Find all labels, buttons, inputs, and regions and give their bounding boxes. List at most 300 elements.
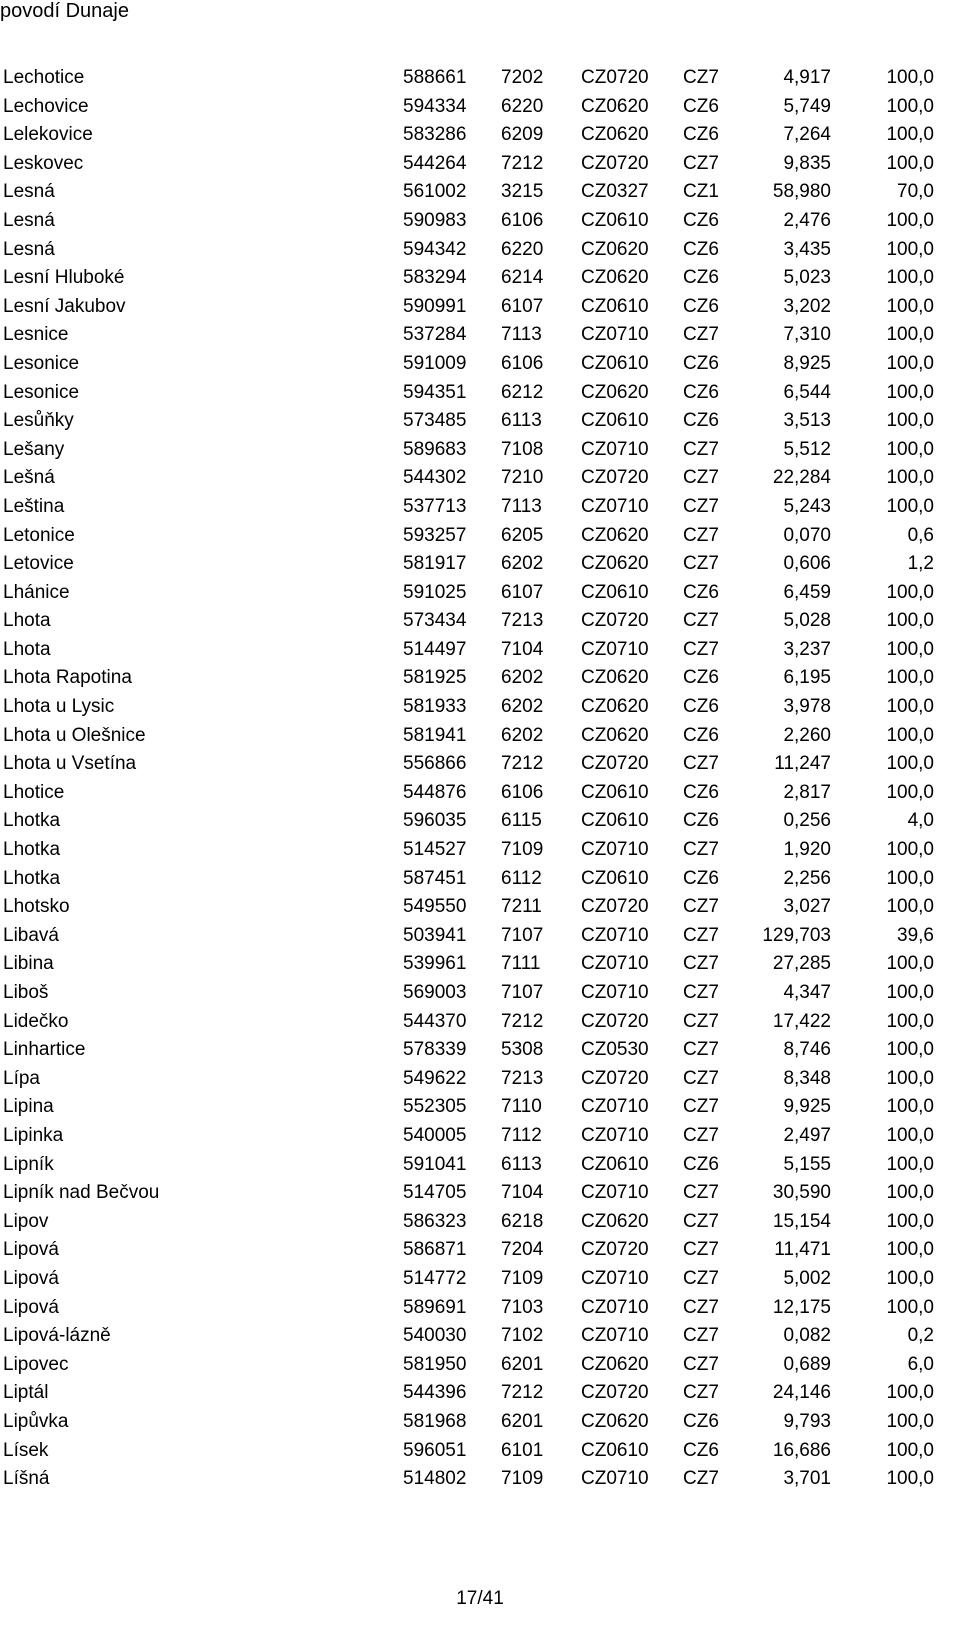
percent-value-cell: 100,0: [886, 610, 934, 632]
area-value-cell: 4,347: [783, 982, 831, 1003]
area-code-cell: CZ7: [683, 1296, 719, 1318]
area-value-cell: 2,256: [783, 867, 831, 889]
area-code-cell: CZ7: [683, 1382, 719, 1404]
table-row: [0, 922, 934, 951]
area-code-cell: CZ7: [683, 1039, 719, 1061]
region-code-cell: CZ0620: [581, 1353, 649, 1375]
district-code-cell: 7110: [501, 1096, 542, 1118]
area-code-cell: CZ7: [683, 1182, 719, 1204]
municipality-code-cell: 544264: [403, 152, 467, 174]
district-code-cell: 7103: [501, 1296, 544, 1318]
percent-value-cell: 100,0: [886, 1153, 934, 1175]
district-code-cell: 7210: [501, 467, 544, 489]
percent-value-cell: 100,0: [886, 1067, 934, 1089]
table-row: [0, 321, 934, 350]
area-value-cell: 3,237: [783, 638, 831, 660]
region-code-cell: CZ0710: [581, 982, 649, 1003]
table-row: [0, 64, 934, 93]
municipality-name-cell: Lipová: [3, 1296, 59, 1318]
area-code-cell: CZ6: [683, 238, 719, 260]
region-code-cell: CZ0710: [581, 1096, 649, 1118]
municipality-table: [0, 64, 934, 1494]
area-value-cell: 0,256: [783, 810, 831, 832]
table-row: [0, 636, 934, 665]
district-code-cell: 6214: [501, 267, 544, 289]
table-row: [0, 207, 934, 236]
area-code-cell: CZ7: [683, 638, 719, 660]
municipality-name-cell: Leskovec: [3, 152, 84, 174]
area-value-cell: 24,146: [772, 1382, 831, 1404]
area-code-cell: CZ6: [683, 381, 719, 403]
municipality-name-cell: Lipová: [3, 1267, 59, 1289]
district-code-cell: 7112: [501, 1124, 542, 1146]
area-code-cell: CZ7: [683, 982, 719, 1003]
percent-value-cell: 100,0: [886, 896, 934, 918]
percent-value-cell: 100,0: [886, 267, 934, 289]
area-code-cell: CZ7: [683, 1210, 719, 1232]
area-value-cell: 3,513: [783, 410, 831, 432]
area-code-cell: CZ6: [683, 810, 719, 832]
area-value-cell: 30,590: [772, 1182, 831, 1204]
municipality-name-cell: Lidečko: [3, 1010, 69, 1032]
table-row: [0, 750, 934, 779]
area-value-cell: 6,459: [783, 581, 831, 603]
area-code-cell: CZ7: [683, 839, 719, 861]
area-value-cell: 3,202: [783, 295, 831, 317]
area-value-cell: 6,544: [783, 381, 831, 403]
region-code-cell: CZ0710: [581, 324, 649, 346]
percent-value-cell: 100,0: [886, 1239, 934, 1261]
region-code-cell: CZ0327: [581, 181, 649, 203]
municipality-code-cell: 583294: [403, 267, 467, 289]
district-code-cell: 6209: [501, 124, 544, 146]
area-value-cell: 3,978: [783, 696, 831, 718]
municipality-name-cell: Líšná: [3, 1468, 50, 1490]
district-code-cell: 6202: [501, 553, 544, 575]
area-value-cell: 11,247: [774, 753, 831, 775]
municipality-name-cell: Lhota u Lysic: [3, 696, 115, 718]
municipality-name-cell: Lhotka: [3, 839, 61, 861]
municipality-name-cell: Lipová: [3, 1239, 59, 1261]
municipality-code-cell: 581933: [403, 696, 467, 718]
percent-value-cell: 100,0: [886, 124, 934, 146]
page-header: povodí Dunaje: [0, 0, 129, 22]
area-code-cell: CZ7: [683, 953, 719, 975]
area-value-cell: 5,023: [783, 267, 831, 289]
area-code-cell: CZ7: [683, 1124, 719, 1146]
municipality-code-cell: 581917: [403, 553, 467, 575]
area-value-cell: 17,422: [772, 1010, 831, 1032]
area-code-cell: CZ6: [683, 410, 719, 432]
district-code-cell: 7213: [501, 1067, 544, 1089]
area-value-cell: 129,703: [762, 924, 831, 946]
region-code-cell: CZ0710: [581, 1296, 649, 1318]
percent-value-cell: 100,0: [886, 1382, 934, 1404]
area-code-cell: CZ6: [683, 95, 719, 117]
area-value-cell: 8,746: [783, 1039, 831, 1061]
municipality-code-cell: 537284: [403, 324, 467, 346]
percent-value-cell: 100,0: [886, 753, 934, 775]
municipality-code-cell: 578339: [403, 1039, 467, 1061]
page-number: 17/41: [456, 1588, 504, 1609]
table-row: [0, 1151, 934, 1180]
table-row: [0, 664, 934, 693]
municipality-name-cell: Lechovice: [3, 95, 89, 117]
area-code-cell: CZ7: [683, 1239, 719, 1261]
area-code-cell: CZ7: [683, 152, 719, 174]
area-code-cell: CZ7: [683, 553, 719, 575]
percent-value-cell: 100,0: [886, 696, 934, 718]
area-value-cell: 15,154: [772, 1210, 831, 1232]
region-code-cell: CZ0620: [581, 238, 649, 260]
percent-value-cell: 100,0: [886, 638, 934, 660]
percent-value-cell: 100,0: [886, 982, 934, 1003]
region-code-cell: CZ0620: [581, 1210, 649, 1232]
district-code-cell: 6212: [501, 381, 544, 403]
area-value-cell: 2,476: [783, 209, 831, 231]
area-value-cell: 7,310: [783, 324, 831, 346]
municipality-code-cell: 544370: [403, 1010, 467, 1032]
municipality-code-cell: 514527: [403, 839, 467, 861]
district-code-cell: 7109: [501, 1267, 544, 1289]
municipality-code-cell: 589691: [403, 1296, 467, 1318]
percent-value-cell: 0,6: [907, 524, 934, 546]
area-code-cell: CZ6: [683, 1153, 719, 1175]
area-value-cell: 9,835: [783, 152, 831, 174]
area-code-cell: CZ7: [683, 1067, 719, 1089]
area-code-cell: CZ7: [683, 1010, 719, 1032]
area-code-cell: CZ7: [683, 438, 719, 460]
district-code-cell: 7102: [501, 1325, 544, 1347]
table-row: [0, 264, 934, 293]
area-value-cell: 0,070: [783, 524, 831, 546]
district-code-cell: 6218: [501, 1210, 544, 1232]
area-code-cell: CZ6: [683, 352, 719, 374]
area-value-cell: 5,512: [783, 438, 831, 460]
area-code-cell: CZ7: [683, 467, 719, 489]
area-value-cell: 5,749: [783, 95, 831, 117]
region-code-cell: CZ0720: [581, 1010, 649, 1032]
municipality-code-cell: 581941: [403, 724, 467, 746]
percent-value-cell: 39,6: [897, 924, 934, 946]
table-row: [0, 236, 934, 265]
table-row: [0, 178, 934, 207]
municipality-code-cell: 544302: [403, 467, 467, 489]
municipality-code-cell: 539961: [403, 953, 467, 975]
region-code-cell: CZ0530: [581, 1039, 649, 1061]
municipality-code-cell: 556866: [403, 753, 467, 775]
region-code-cell: CZ0620: [581, 1410, 649, 1432]
municipality-name-cell: Lípa: [3, 1067, 40, 1089]
region-code-cell: CZ0710: [581, 839, 649, 861]
district-code-cell: 6205: [501, 524, 544, 546]
percent-value-cell: 100,0: [886, 1182, 934, 1204]
municipality-name-cell: Letovice: [3, 553, 74, 575]
percent-value-cell: 100,0: [886, 867, 934, 889]
table-row: [0, 121, 934, 150]
district-code-cell: 7111: [501, 953, 541, 975]
district-code-cell: 6201: [501, 1410, 544, 1432]
area-code-cell: CZ6: [683, 867, 719, 889]
municipality-code-cell: 540030: [403, 1325, 467, 1347]
area-value-cell: 5,028: [783, 610, 831, 632]
district-code-cell: 7213: [501, 610, 544, 632]
table-row: [0, 1265, 934, 1294]
area-code-cell: CZ7: [683, 67, 719, 88]
area-code-cell: CZ7: [683, 610, 719, 632]
table-row: [0, 1093, 934, 1122]
municipality-code-cell: 594334: [403, 95, 467, 117]
area-value-cell: 3,701: [783, 1468, 831, 1490]
area-code-cell: CZ7: [683, 1096, 719, 1118]
district-code-cell: 6202: [501, 724, 544, 746]
district-code-cell: 7212: [501, 152, 544, 174]
area-code-cell: CZ6: [683, 295, 719, 317]
percent-value-cell: 100,0: [886, 1296, 934, 1318]
percent-value-cell: 100,0: [886, 438, 934, 460]
municipality-code-cell: 587451: [403, 867, 467, 889]
area-value-cell: 9,793: [783, 1410, 831, 1432]
municipality-code-cell: 581968: [403, 1410, 467, 1432]
area-value-cell: 2,817: [783, 781, 831, 803]
municipality-name-cell: Lipovec: [3, 1353, 69, 1375]
area-value-cell: 11,471: [774, 1239, 831, 1261]
percent-value-cell: 100,0: [886, 238, 934, 260]
region-code-cell: CZ0620: [581, 724, 649, 746]
district-code-cell: 6101: [501, 1439, 544, 1461]
district-code-cell: 3215: [501, 181, 544, 203]
region-code-cell: CZ0710: [581, 638, 649, 660]
area-value-cell: 4,917: [783, 67, 831, 88]
municipality-name-cell: Lesná: [3, 238, 55, 260]
municipality-name-cell: Lesná: [3, 181, 55, 203]
region-code-cell: CZ0620: [581, 553, 649, 575]
area-value-cell: 2,497: [783, 1124, 831, 1146]
area-code-cell: CZ1: [683, 181, 719, 203]
municipality-code-cell: 591009: [403, 352, 467, 374]
region-code-cell: CZ0720: [581, 610, 649, 632]
table-row: [0, 1351, 934, 1380]
table-row: [0, 379, 934, 408]
percent-value-cell: 100,0: [886, 381, 934, 403]
municipality-name-cell: Letonice: [3, 524, 75, 546]
table-row: [0, 979, 934, 1008]
percent-value-cell: 100,0: [886, 581, 934, 603]
municipality-name-cell: Libina: [3, 953, 54, 975]
district-code-cell: 5308: [501, 1039, 544, 1061]
area-value-cell: 8,348: [783, 1067, 831, 1089]
municipality-code-cell: 549550: [403, 896, 467, 918]
municipality-name-cell: Lhota u Vsetína: [3, 753, 137, 775]
district-code-cell: 7108: [501, 438, 544, 460]
table-row: [0, 1379, 934, 1408]
area-code-cell: CZ6: [683, 124, 719, 146]
table-row: [0, 779, 934, 808]
table-row: [0, 1294, 934, 1323]
municipality-code-cell: 596035: [403, 810, 467, 832]
municipality-name-cell: Lechotice: [3, 67, 85, 88]
region-code-cell: CZ0610: [581, 1439, 649, 1461]
municipality-name-cell: Lipník: [3, 1153, 54, 1175]
area-value-cell: 27,285: [772, 953, 831, 975]
table-row: [0, 1437, 934, 1466]
municipality-code-cell: 590991: [403, 295, 467, 317]
percent-value-cell: 100,0: [886, 1210, 934, 1232]
municipality-name-cell: Lhota: [3, 610, 51, 632]
region-code-cell: CZ0710: [581, 1124, 649, 1146]
table-row: [0, 93, 934, 122]
area-value-cell: 12,175: [772, 1296, 831, 1318]
region-code-cell: CZ0620: [581, 95, 649, 117]
percent-value-cell: 100,0: [886, 1468, 934, 1490]
municipality-code-cell: 586871: [403, 1239, 467, 1261]
region-code-cell: CZ0620: [581, 124, 649, 146]
municipality-code-cell: 544396: [403, 1382, 467, 1404]
municipality-name-cell: Lipůvka: [3, 1410, 69, 1432]
district-code-cell: 6106: [501, 209, 544, 231]
district-code-cell: 7202: [501, 67, 544, 88]
percent-value-cell: 100,0: [886, 1096, 934, 1118]
area-value-cell: 1,920: [783, 839, 831, 861]
district-code-cell: 6115: [501, 810, 542, 832]
table-row: [0, 693, 934, 722]
table-body: [0, 64, 934, 1494]
municipality-code-cell: 583286: [403, 124, 467, 146]
district-code-cell: 7212: [501, 753, 544, 775]
percent-value-cell: 100,0: [886, 781, 934, 803]
district-code-cell: 7211: [501, 896, 542, 918]
municipality-code-cell: 596051: [403, 1439, 467, 1461]
municipality-name-cell: Lhánice: [3, 581, 70, 603]
district-code-cell: 6112: [501, 867, 542, 889]
percent-value-cell: 100,0: [886, 324, 934, 346]
percent-value-cell: 100,0: [886, 1267, 934, 1289]
table-row: [0, 150, 934, 179]
district-code-cell: 7113: [501, 495, 542, 517]
district-code-cell: 6107: [501, 581, 544, 603]
district-code-cell: 6202: [501, 696, 544, 718]
municipality-code-cell: 514705: [403, 1182, 467, 1204]
municipality-name-cell: Liboš: [3, 982, 49, 1003]
municipality-code-cell: 589683: [403, 438, 467, 460]
region-code-cell: CZ0610: [581, 867, 649, 889]
region-code-cell: CZ0610: [581, 1153, 649, 1175]
percent-value-cell: 100,0: [886, 495, 934, 517]
table-row: [0, 607, 934, 636]
region-code-cell: CZ0720: [581, 467, 649, 489]
area-value-cell: 58,980: [772, 181, 831, 203]
municipality-code-cell: 552305: [403, 1096, 467, 1118]
area-code-cell: CZ7: [683, 1267, 719, 1289]
percent-value-cell: 100,0: [886, 95, 934, 117]
area-code-cell: CZ6: [683, 1410, 719, 1432]
municipality-code-cell: 586323: [403, 1210, 467, 1232]
area-value-cell: 5,155: [783, 1153, 831, 1175]
municipality-name-cell: Liptál: [3, 1382, 49, 1404]
region-code-cell: CZ0720: [581, 67, 649, 88]
municipality-code-cell: 514497: [403, 638, 467, 660]
district-code-cell: 6106: [501, 781, 544, 803]
region-code-cell: CZ0720: [581, 152, 649, 174]
district-code-cell: 6113: [501, 410, 542, 432]
district-code-cell: 6202: [501, 667, 544, 689]
area-code-cell: CZ6: [683, 581, 719, 603]
area-value-cell: 3,435: [783, 238, 831, 260]
area-code-cell: CZ7: [683, 896, 719, 918]
percent-value-cell: 100,0: [886, 1410, 934, 1432]
table-row: [0, 950, 934, 979]
area-code-cell: CZ7: [683, 753, 719, 775]
area-code-cell: CZ7: [683, 924, 719, 946]
region-code-cell: CZ0720: [581, 1067, 649, 1089]
percent-value-cell: 100,0: [886, 839, 934, 861]
region-code-cell: CZ0610: [581, 209, 649, 231]
district-code-cell: 6113: [501, 1153, 542, 1175]
table-row: [0, 1208, 934, 1237]
district-code-cell: 7212: [501, 1382, 544, 1404]
municipality-name-cell: Lipová-lázně: [3, 1325, 111, 1347]
area-code-cell: CZ6: [683, 696, 719, 718]
municipality-code-cell: 544876: [403, 781, 467, 803]
region-code-cell: CZ0620: [581, 524, 649, 546]
municipality-name-cell: Lesonice: [3, 381, 80, 403]
area-code-cell: CZ6: [683, 724, 719, 746]
municipality-code-cell: 591025: [403, 581, 467, 603]
percent-value-cell: 100,0: [886, 667, 934, 689]
table-row: [0, 836, 934, 865]
table-row: [0, 1236, 934, 1265]
table-row: [0, 522, 934, 551]
table-row: [0, 1322, 934, 1351]
percent-value-cell: 100,0: [886, 953, 934, 975]
municipality-code-cell: 514772: [403, 1267, 467, 1289]
percent-value-cell: 0,2: [907, 1325, 934, 1347]
municipality-code-cell: 581950: [403, 1353, 467, 1375]
municipality-name-cell: Lelekovice: [3, 124, 93, 146]
municipality-code-cell: 537713: [403, 495, 467, 517]
region-code-cell: CZ0620: [581, 267, 649, 289]
table-row: [0, 1465, 934, 1494]
table-row: [0, 579, 934, 608]
percent-value-cell: 100,0: [886, 152, 934, 174]
municipality-code-cell: 573485: [403, 410, 467, 432]
municipality-name-cell: Lhotka: [3, 810, 61, 832]
district-code-cell: 7109: [501, 839, 544, 861]
region-code-cell: CZ0610: [581, 295, 649, 317]
area-code-cell: CZ6: [683, 667, 719, 689]
municipality-name-cell: Lesní Hluboké: [3, 267, 125, 289]
municipality-name-cell: Lipinka: [3, 1124, 64, 1146]
area-value-cell: 22,284: [772, 467, 831, 489]
area-code-cell: CZ6: [683, 781, 719, 803]
region-code-cell: CZ0720: [581, 1382, 649, 1404]
municipality-name-cell: Libavá: [3, 924, 59, 946]
region-code-cell: CZ0720: [581, 753, 649, 775]
district-code-cell: 6106: [501, 352, 544, 374]
table-row: [0, 1065, 934, 1094]
municipality-name-cell: Linhartice: [3, 1039, 86, 1061]
region-code-cell: CZ0610: [581, 352, 649, 374]
percent-value-cell: 1,2: [907, 553, 934, 575]
region-code-cell: CZ0710: [581, 438, 649, 460]
municipality-name-cell: Lhotice: [3, 781, 65, 803]
percent-value-cell: 100,0: [886, 67, 934, 88]
percent-value-cell: 100,0: [886, 295, 934, 317]
district-code-cell: 7104: [501, 638, 544, 660]
table-row: [0, 1122, 934, 1151]
district-code-cell: 7113: [501, 324, 542, 346]
table-row: [0, 1179, 934, 1208]
